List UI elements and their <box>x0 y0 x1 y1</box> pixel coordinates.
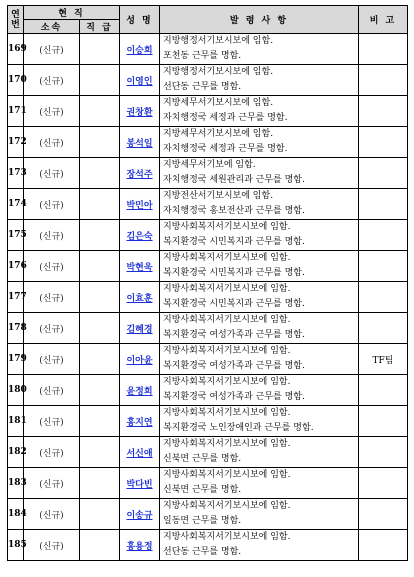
row-note <box>359 158 408 189</box>
row-number: 182 <box>8 437 24 468</box>
row-number: 180 <box>8 375 24 406</box>
row-name-cell <box>120 499 160 530</box>
table-row <box>8 220 408 251</box>
row-detail <box>160 127 359 158</box>
table-row <box>8 344 408 375</box>
row-number: 178 <box>8 313 24 344</box>
row-detail <box>160 282 359 313</box>
row-detail <box>160 220 359 251</box>
person-name-link[interactable]: 김혜경 <box>126 324 153 335</box>
detail-line-1: 지방행정서기보시보에 임함. <box>163 36 274 46</box>
row-name-cell <box>120 530 160 561</box>
person-name-link[interactable]: 이영인 <box>126 76 153 87</box>
row-number: 170 <box>8 65 24 96</box>
row-name-cell <box>120 251 160 282</box>
person-name-link[interactable]: 홍지연 <box>126 417 153 428</box>
row-number: 176 <box>8 251 24 282</box>
row-department: (신규) <box>24 282 80 313</box>
header-name: 성 명 <box>120 6 160 34</box>
header-number: 연 번 <box>8 6 24 34</box>
detail-line-2: 복지환경국 노인장애인과 근무를 명함. <box>163 423 314 433</box>
row-detail <box>160 96 359 127</box>
detail-line-2: 복지환경국 여성가족과 근무를 명함. <box>163 330 305 340</box>
detail-line-1: 지방사회복지서기보시보에 임함. <box>163 501 291 511</box>
row-number: 185 <box>8 530 24 561</box>
row-department: (신규) <box>24 96 80 127</box>
table-row <box>8 406 408 437</box>
person-name-link[interactable]: 박민아 <box>126 200 153 211</box>
detail-line-1: 지방사회복지서기보시보에 임함. <box>163 222 291 232</box>
row-department: (신규) <box>24 220 80 251</box>
row-rank <box>80 375 120 406</box>
row-number: 172 <box>8 127 24 158</box>
row-rank <box>80 282 120 313</box>
detail-line-1: 지방전산서기보시보에 임함. <box>163 191 274 201</box>
table-row <box>8 468 408 499</box>
row-rank <box>80 530 120 561</box>
table-row <box>8 282 408 313</box>
detail-line-2: 선단동 근무를 명함. <box>163 547 242 557</box>
row-number: 181 <box>8 406 24 437</box>
header-detail: 발 령 사 항 <box>160 6 359 34</box>
table-row <box>8 34 408 65</box>
detail-line-2: 복지환경국 여성가족과 근무를 명함. <box>163 392 305 402</box>
row-rank <box>80 96 120 127</box>
row-rank <box>80 158 120 189</box>
detail-line-2: 복지환경국 시민복지과 근무를 명함. <box>163 237 305 247</box>
table-row <box>8 127 408 158</box>
person-name-link[interactable]: 권창환 <box>126 107 153 118</box>
row-detail <box>160 375 359 406</box>
detail-line-1: 지방사회복지서기보시보에 임함. <box>163 408 291 418</box>
row-detail <box>160 313 359 344</box>
row-name-cell <box>120 220 160 251</box>
detail-line-2: 복지환경국 시민복지과 근무를 명함. <box>163 268 305 278</box>
row-department: (신규) <box>24 65 80 96</box>
person-name-link[interactable]: 이효훈 <box>126 293 153 304</box>
row-number: 184 <box>8 499 24 530</box>
detail-line-1: 지방세무서기보시보에 임함. <box>163 129 274 139</box>
row-detail <box>160 406 359 437</box>
person-name-link[interactable]: 이송규 <box>126 510 153 521</box>
detail-line-1: 지방사회복지서기보시보에 임함. <box>163 253 291 263</box>
person-name-link[interactable]: 김은숙 <box>126 231 153 242</box>
row-name-cell <box>120 282 160 313</box>
row-name-cell <box>120 313 160 344</box>
row-note <box>359 65 408 96</box>
header-rank: 직 급 <box>80 20 120 34</box>
detail-line-1: 지방세무서기보에 임함. <box>163 160 256 170</box>
row-department: (신규) <box>24 530 80 561</box>
detail-line-1: 지방사회복지서기보시보에 임함. <box>163 346 291 356</box>
detail-line-2: 포천동 근무를 명함. <box>163 51 242 61</box>
row-name-cell <box>120 375 160 406</box>
table-row <box>8 499 408 530</box>
person-name-link[interactable]: 박현욱 <box>126 262 153 273</box>
detail-line-2: 복지환경국 여성가족과 근무를 명함. <box>163 361 305 371</box>
row-department: (신규) <box>24 158 80 189</box>
table-header <box>8 6 408 34</box>
row-rank <box>80 34 120 65</box>
row-number: 183 <box>8 468 24 499</box>
table-row <box>8 375 408 406</box>
person-name-link[interactable]: 장석주 <box>126 169 153 180</box>
row-detail <box>160 344 359 375</box>
person-name-link[interactable]: 이승희 <box>126 45 153 56</box>
row-detail <box>160 34 359 65</box>
row-note <box>359 530 408 561</box>
header-department: 소속 <box>24 20 80 34</box>
row-number: 174 <box>8 189 24 220</box>
row-rank <box>80 251 120 282</box>
detail-line-2: 자치행정국 홍보전산과 근무를 명함. <box>163 206 305 216</box>
row-rank <box>80 468 120 499</box>
row-note <box>359 499 408 530</box>
detail-line-2: 자치행정국 세정과 근무를 명함. <box>163 113 288 123</box>
detail-line-2: 자치행정국 세정과 근무를 명함. <box>163 144 288 154</box>
appointment-document <box>7 5 407 561</box>
table-row <box>8 437 408 468</box>
person-name-link[interactable]: 봉석일 <box>126 138 153 149</box>
row-note <box>359 437 408 468</box>
detail-line-2: 일동면 근무를 명함. <box>163 516 242 526</box>
row-detail <box>160 189 359 220</box>
table-row <box>8 96 408 127</box>
table-row <box>8 158 408 189</box>
row-rank <box>80 499 120 530</box>
row-number: 179 <box>8 344 24 375</box>
detail-line-1: 지방행정서기보시보에 임함. <box>163 67 274 77</box>
row-note <box>359 375 408 406</box>
row-note <box>359 313 408 344</box>
row-name-cell <box>120 437 160 468</box>
row-number: 169 <box>8 34 24 65</box>
row-detail <box>160 158 359 189</box>
row-department: (신규) <box>24 313 80 344</box>
row-note <box>359 282 408 313</box>
row-department: (신규) <box>24 344 80 375</box>
row-rank <box>80 437 120 468</box>
person-name-link[interactable]: 이아윤 <box>126 355 153 366</box>
row-number: 171 <box>8 96 24 127</box>
detail-line-1: 지방사회복지서기보시보에 임함. <box>163 439 291 449</box>
row-note <box>359 468 408 499</box>
row-rank <box>80 406 120 437</box>
table-row <box>8 313 408 344</box>
row-department: (신규) <box>24 127 80 158</box>
person-name-link[interactable]: 박다빈 <box>126 479 153 490</box>
row-detail <box>160 499 359 530</box>
row-number: 177 <box>8 282 24 313</box>
row-rank <box>80 65 120 96</box>
detail-line-1: 지방사회복지서기보시보에 임함. <box>163 532 291 542</box>
row-name-cell <box>120 127 160 158</box>
row-name-cell <box>120 344 160 375</box>
table-row <box>8 251 408 282</box>
detail-line-2: 신북면 근무를 명함. <box>163 454 242 464</box>
row-department: (신규) <box>24 437 80 468</box>
detail-line-1: 지방세무서기보시보에 임함. <box>163 98 274 108</box>
detail-line-2: 복지환경국 시민복지과 근무를 명함. <box>163 299 305 309</box>
table-row <box>8 65 408 96</box>
row-department: (신규) <box>24 499 80 530</box>
row-name-cell <box>120 406 160 437</box>
row-rank <box>80 344 120 375</box>
row-rank <box>80 189 120 220</box>
table-body <box>8 34 408 561</box>
row-note <box>359 34 408 65</box>
row-department: (신규) <box>24 189 80 220</box>
person-name-link[interactable]: 서신애 <box>126 448 153 459</box>
row-detail <box>160 468 359 499</box>
row-department: (신규) <box>24 375 80 406</box>
row-rank <box>80 127 120 158</box>
appointment-table <box>7 5 408 561</box>
person-name-link[interactable]: 윤정희 <box>126 386 153 397</box>
row-note <box>359 251 408 282</box>
row-detail <box>160 251 359 282</box>
detail-line-2: 선단동 근무를 명함. <box>163 82 242 92</box>
row-department: (신규) <box>24 468 80 499</box>
row-number: 173 <box>8 158 24 189</box>
row-name-cell <box>120 96 160 127</box>
row-rank <box>80 313 120 344</box>
person-name-link[interactable]: 홍용정 <box>126 541 153 552</box>
row-note <box>359 189 408 220</box>
row-number: 175 <box>8 220 24 251</box>
row-note <box>359 220 408 251</box>
detail-line-1: 지방사회복지서기보시보에 임함. <box>163 377 291 387</box>
row-name-cell <box>120 65 160 96</box>
row-note <box>359 406 408 437</box>
row-name-cell <box>120 34 160 65</box>
row-department: (신규) <box>24 251 80 282</box>
row-note: TF팀 <box>359 344 408 375</box>
row-detail <box>160 65 359 96</box>
table-row <box>8 189 408 220</box>
row-name-cell <box>120 158 160 189</box>
row-department: (신규) <box>24 406 80 437</box>
detail-line-1: 지방사회복지서기보시보에 임함. <box>163 470 291 480</box>
detail-line-2: 자치행정국 세원관리과 근무를 명함. <box>163 175 305 185</box>
header-note: 비 고 <box>359 6 408 34</box>
detail-line-1: 지방사회복지서기보시보에 임함. <box>163 315 291 325</box>
row-detail <box>160 530 359 561</box>
row-note <box>359 96 408 127</box>
table-row <box>8 530 408 561</box>
row-name-cell <box>120 189 160 220</box>
row-rank <box>80 220 120 251</box>
row-detail <box>160 437 359 468</box>
header-current-position: 현 직 <box>24 6 120 20</box>
row-department: (신규) <box>24 34 80 65</box>
detail-line-2: 신북면 근무를 명함. <box>163 485 242 495</box>
detail-line-1: 지방사회복지서기보시보에 임함. <box>163 284 291 294</box>
row-note <box>359 127 408 158</box>
row-name-cell <box>120 468 160 499</box>
